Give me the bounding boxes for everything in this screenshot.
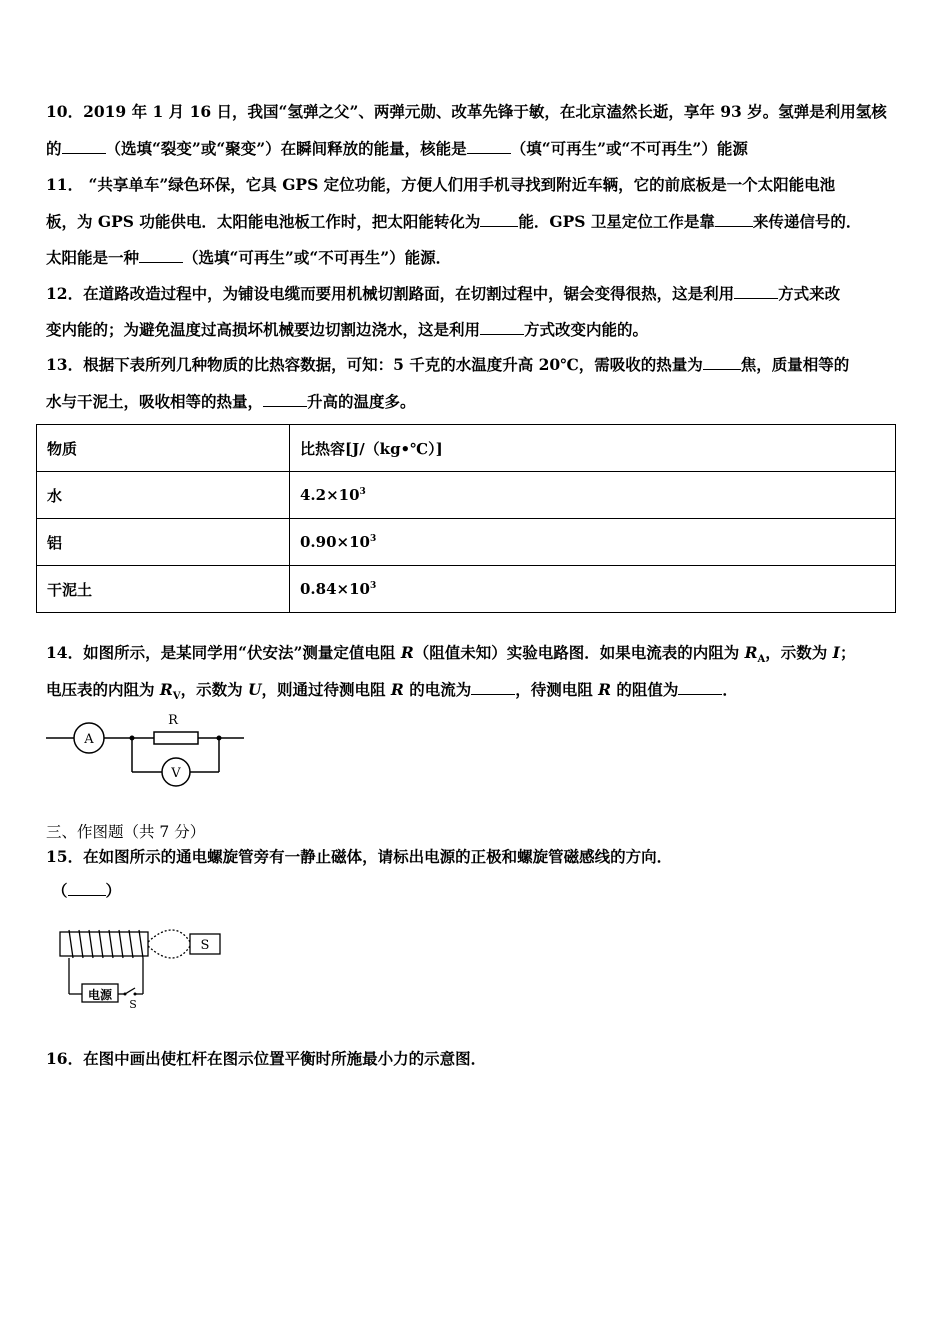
coil-windings — [69, 930, 143, 958]
table-header-row — [37, 425, 896, 472]
table-header-cell: 比热容[J/（kg•℃）] — [290, 425, 896, 472]
table-cell-substance: 水 — [37, 472, 290, 519]
magnet-label: S — [200, 938, 210, 953]
table-cell-value — [290, 566, 896, 613]
answer-blank[interactable] — [471, 680, 515, 695]
specific-heat-table — [36, 424, 896, 613]
table-row — [37, 472, 896, 519]
q14-text: ． — [722, 680, 738, 699]
switch-symbol — [125, 988, 135, 994]
q10-line2 — [46, 139, 748, 159]
q11-text-a: 板，为 GPS 功能供电．太阳能电池板工作时，把太阳能转化为 — [46, 212, 481, 231]
subscript-a: A — [757, 654, 766, 666]
solenoid-core — [60, 932, 148, 956]
answer-blank[interactable] — [68, 881, 106, 896]
field-lines — [148, 930, 190, 958]
symbol-r: R — [159, 680, 173, 699]
symbol-u: U — [247, 680, 262, 699]
value-exponent: 3 — [359, 487, 366, 497]
symbol-r: R — [390, 680, 404, 699]
q10-text-a: 的 — [46, 139, 62, 158]
section-title: 三、作图题（共 7 分） — [46, 823, 206, 841]
q12-line2 — [46, 320, 648, 340]
q14-line2 — [46, 680, 738, 707]
q14-text: 电压表的内阻为 — [46, 680, 160, 699]
q12-text-d: 方式改变内能的。 — [524, 320, 649, 339]
q11-line2 — [46, 212, 861, 232]
symbol-r: R — [400, 643, 414, 662]
q12-text-b: 方式来改 — [778, 284, 841, 303]
q15-answer — [52, 881, 121, 901]
q14-text: ，则通过待测电阻 — [261, 680, 391, 699]
q15-line1: 15．在如图所示的通电螺旋管旁有一静止磁体，请标出电源的正极和螺旋管磁感线的方向． — [46, 847, 673, 866]
q16-line1: 16．在图中画出使杠杆在图示位置平衡时所施最小力的示意图． — [46, 1049, 487, 1068]
q11-line3 — [46, 248, 451, 268]
table-cell-substance: 干泥土 — [37, 566, 290, 613]
table-row — [37, 519, 896, 566]
value-text: 4.2×10 — [300, 486, 360, 504]
q14-text: （阻值未知）实验电路图．如果电流表的内阻为 — [413, 643, 745, 662]
answer-blank[interactable] — [703, 355, 741, 370]
bracket-open: （ — [52, 881, 68, 900]
q14-text: 的阻值为 — [611, 680, 679, 699]
table-row — [37, 566, 896, 613]
q14-text: ，示数为 — [765, 643, 833, 662]
q12-line1 — [46, 284, 840, 304]
answer-blank[interactable] — [139, 248, 183, 263]
answer-blank[interactable] — [715, 212, 753, 227]
q13-line2 — [46, 392, 416, 412]
q12-text-c: 变内能的；为避免温度过高损坏机械要边切割边浇水，这是利用 — [46, 320, 481, 339]
value-exponent: 3 — [369, 534, 377, 544]
table-cell-substance: 铝 — [37, 519, 290, 566]
q13-text-a: 13．根据下表所列几种物质的比热容数据，可知：5 千克的水温度升高 20℃，需吸收的热量为 — [46, 355, 703, 374]
q14-text: ； — [839, 643, 856, 662]
q11-text-e: （选填“可再生”或“不可再生”）能源． — [183, 248, 452, 267]
resistor-symbol — [154, 732, 198, 744]
q13-text-b: 焦，质量相等的 — [740, 355, 850, 374]
q13-text-d: 升高的温度多。 — [307, 392, 416, 411]
power-label: 电源 — [87, 988, 113, 1002]
q10-line1: 10．2019 年 1 月 16 日，我国“氢弹之父”、两弹元勋、改革先锋于敏，在北京溘然长逝，享年 93 岁。氢弹是利用氢核 — [46, 102, 887, 121]
answer-blank[interactable] — [734, 284, 778, 299]
q11-text-d: 太阳能是一种 — [46, 248, 140, 267]
symbol-i: I — [832, 643, 840, 662]
table-cell-value — [290, 472, 896, 519]
solenoid-diagram — [55, 920, 225, 1010]
bracket-close: ） — [105, 881, 122, 900]
q11-text-c: 来传递信号的． — [752, 212, 862, 231]
answer-blank[interactable] — [480, 320, 524, 335]
q14-line1 — [46, 643, 855, 670]
switch-label: S — [129, 998, 137, 1010]
q14-text: 14．如图所示，是某同学用“伏安法”测量定值电阻 — [46, 643, 401, 662]
answer-blank[interactable] — [678, 680, 722, 695]
q11-text-b: 能．GPS 卫星定位工作是靠 — [518, 212, 715, 231]
answer-blank[interactable] — [62, 139, 106, 154]
symbol-r: R — [744, 643, 758, 662]
answer-blank[interactable] — [263, 392, 307, 407]
q13-line1 — [46, 355, 849, 375]
q13-text-c: 水与干泥土，吸收相等的热量， — [46, 392, 264, 411]
circuit-diagram — [44, 708, 249, 790]
value-text: 0.90×10 — [300, 533, 370, 551]
table-cell-value — [290, 519, 896, 566]
answer-blank[interactable] — [480, 212, 518, 227]
ammeter-label: A — [84, 732, 94, 747]
q14-text: 的电流为 — [403, 680, 472, 699]
q12-text-a: 12．在道路改造过程中，为铺设电缆而要用机械切割路面，在切割过程中，锯会变得很热，这是利用 — [46, 284, 735, 303]
answer-blank[interactable] — [467, 139, 511, 154]
subscript-v: V — [172, 691, 181, 703]
value-exponent: 3 — [369, 581, 377, 591]
q10-text-b: （选填“裂变”或“聚变”）在瞬间释放的能量，核能是 — [105, 139, 467, 158]
q11-line1: 11． “共享单车”绿色环保，它具 GPS 定位功能，方便人们用手机寻找到附近车辆，它的前底板是一个太阳能电池 — [46, 175, 836, 194]
q14-text: ，示数为 — [180, 680, 248, 699]
q10-text-c: （填“可再生”或“不可再生”）能源 — [510, 139, 748, 158]
value-text: 0.84×10 — [300, 580, 370, 598]
resistor-label: R — [168, 713, 178, 728]
q14-text: ，待测电阻 — [515, 680, 599, 699]
table-header-cell: 物质 — [37, 425, 290, 472]
symbol-r: R — [598, 680, 611, 699]
voltmeter-label: V — [171, 766, 181, 781]
